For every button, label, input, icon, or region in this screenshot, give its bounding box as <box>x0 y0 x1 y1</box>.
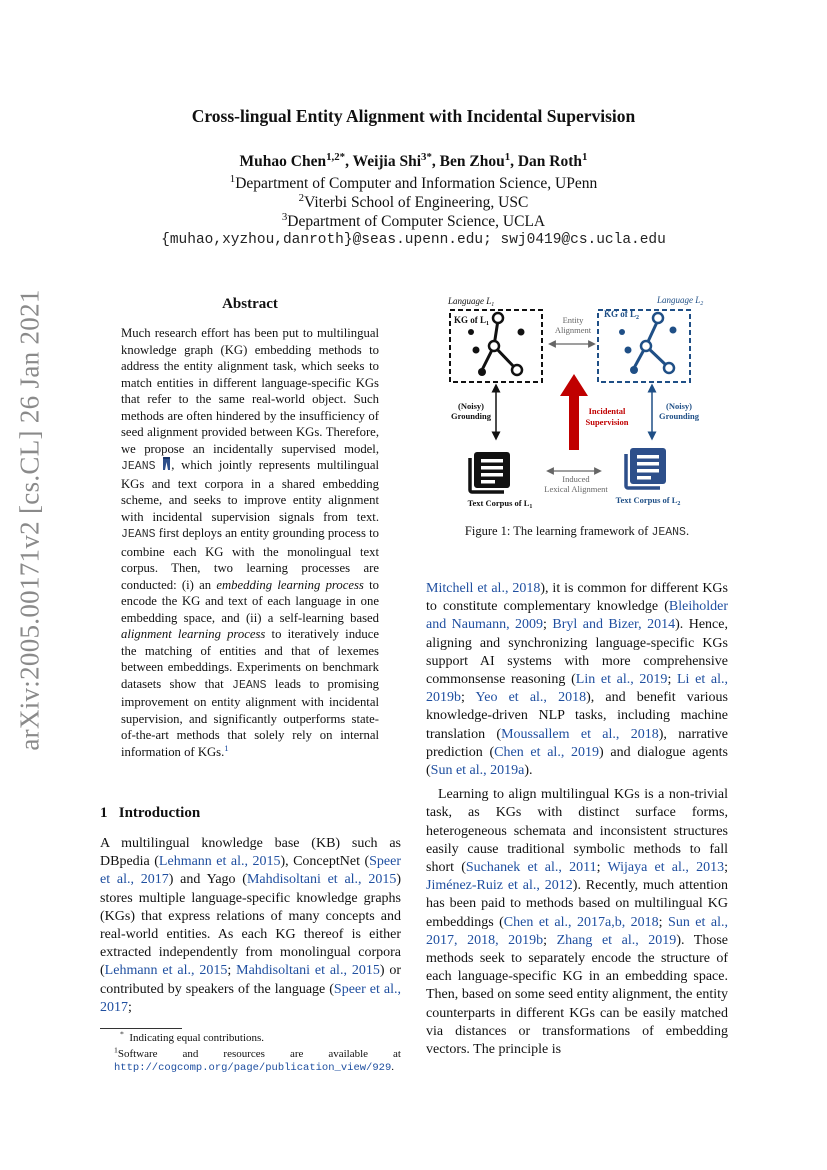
citation-link[interactable]: Chen et al., 2017a,b, 2018 <box>503 914 659 930</box>
affiliation-1: $^1$Department of Computer and Information Science, UPenn <box>229 172 598 192</box>
citation-link[interactable]: Mahdisoltani et al., 2015 <box>236 963 380 979</box>
author-emails: {muhao,xyzhou,danroth}@seas.upenn.edu; swj0419@cs.ucla.edu <box>161 232 666 248</box>
citation-link[interactable]: Chen et al., 2019 <box>494 744 600 760</box>
footnote-rule <box>100 1028 182 1029</box>
author-name: Dan Roth <box>517 153 583 170</box>
svg-text:KG of L1: KG of $L_1$ <box>454 315 490 327</box>
text-corpus-l1-label: Text Corpus of $L_1$ <box>467 498 533 510</box>
citation-link[interactable]: Mitchell et al., 2018 <box>426 581 541 596</box>
figure-1-caption: Figure 1: The learning framework of JEANS. <box>464 524 690 539</box>
footnotes <box>100 1029 401 1076</box>
incidental-supervision-label: Supervision <box>585 417 629 427</box>
citation-link[interactable]: Sun et al., 2019a <box>430 763 525 779</box>
citation-link[interactable]: Jiménez-Ruiz et al., 2012 <box>426 878 573 894</box>
paragraph: Learning to align multilingual KGs is a non-trivial task, as KGs with distinct surface forms, heterogeneous schemata and inconsistent structures easily cause traditional symbolic methods to fall short (Suchanek et al., 2011; Wijaya et al., 2013; Jiménez-Ruiz et al., 2012). Recently, much attention has been paid to methods based on multilingual KG embeddings (Chen et al., 2017a,b, 2018; Sun et al., 2017, 2018, 2019b; Zhang et al., 2019). Those methods seek to separately encode the structure of each language-specific KG in an embedding space. Then, based on some seed entity alignment, the entity counterparts in different KGs can be easily matched via distances or transformations of embedding vectors. The principle is <box>426 787 729 1058</box>
text-corpus-l2-icon <box>626 448 666 488</box>
author-name: Weijia Shi <box>352 153 422 170</box>
noisy-grounding-label: (Noisy) <box>458 401 484 411</box>
kg-l2-graph <box>598 309 690 382</box>
incidental-supervision-arrow <box>560 374 588 450</box>
software-url-link[interactable]: http://cogcomp.org/page/publication_view/929 <box>114 1062 392 1074</box>
citation-link[interactable]: Speer et al., 2017 <box>100 981 401 1015</box>
abstract-heading: Abstract <box>222 296 278 312</box>
citation-link[interactable]: Mahdisoltani et al., 2015 <box>246 872 397 888</box>
svg-text:KG of L2: KG of $L_2$ <box>604 309 640 321</box>
paragraph: Mitchell et al., 2018), it is common for different KGs to constitute complementary knowledge (Bleiholder and Naumann, 2009; Bryl and Bizer, 2014). Hence, aligning and synchronizing language-specific KGs support AI systems with more comprehensive commonsense reasoning (Lin et al., 2019; Li et al., 2019b; Yeo et al., 2018), and benefit various knowledge-driven NLP tasks, including machine translation (Moussallem et al., 2018), narrative prediction (Chen et al., 2019) and dialogue agents (Sun et al., 2019a). <box>426 581 729 779</box>
citation-link[interactable]: Moussallem et al., 2018 <box>501 726 659 742</box>
author-name: Muhao Chen <box>239 153 327 170</box>
citation-link[interactable]: Bleiholder and Naumann, 2009 <box>426 599 728 633</box>
lexical-alignment-label: Lexical Alignment <box>544 484 608 494</box>
citation-link[interactable]: Li et al., 2019b <box>426 672 728 706</box>
citation-link[interactable]: Lehmann et al., 2015 <box>158 854 281 870</box>
affiliation-2: $^2$Viterbi School of Engineering, USC <box>298 191 529 211</box>
citation-link[interactable]: Lehmann et al., 2015 <box>104 963 228 979</box>
noisy-grounding-label: Grounding <box>450 411 492 421</box>
arxiv-id: arXiv:2005.00171v2 [cs.CL] 26 Jan 2021 <box>14 289 45 751</box>
citation-link[interactable]: Zhang et al., 2019 <box>556 932 677 948</box>
citation-link[interactable]: Lin et al., 2019 <box>575 672 668 688</box>
citation-link[interactable]: Wijaya et al., 2013 <box>607 860 725 876</box>
entity-alignment-label: Alignment <box>554 325 592 335</box>
citation-link[interactable]: Suchanek et al., 2011 <box>465 860 597 876</box>
kg-l1-graph <box>450 310 542 382</box>
footnote-star: * Indicating equal contributions. <box>120 1029 265 1044</box>
intro-paragraph: A multilingual knowledge base (KB) such as DBpedia (Lehmann et al., 2015), ConceptNet (Speer et al., 2017) and Yago (Mahdisoltani et al., 2015) stores multiple language-specific knowledge graphs (KGs) that express relations of many concepts and real-world entities. As each KG thereof is either extracted independently from monolingual corpora (Lehmann et al., 2015; Mahdisoltani et al., 2015) or contributed by speakers of the language (Speer et al., 2017; <box>100 836 402 1015</box>
citation-link[interactable]: Speer et al., 2017 <box>100 854 402 888</box>
abstract-text: Much research effort has been put to multilingual knowledge graph (KG) embedding methods to address the entity alignment task, which seeks to match entities in different language-specific KGs that refer to the same real-world object. Such methods are often hindered by the insufficiency of seed alignment provided between KGs. Therefore, we propose an incidentally supervised model, JEANS , which jointly represents multilingual KGs and text corpora in a shared embedding scheme, and seeks to improve entity alignment with incidental supervision signals from text. JEANS first deploys an entity grounding process to combine each KG with the monolingual text corpus. Then, two learning processes are conducted: (i) an embedding learning process to encode the KG and text of each language in one embedding space, and (ii) a self-learning based alignment learning process to iteratively induce the matching of entities and that of lexemes between embeddings. Experiments on benchmark datasets show that JEANS leads to promising improvement on entity alignment with incidental supervision, and significantly outperforms state-of-the-art methods that solely rely on internal information of KGs.$^1$ <box>121 326 380 759</box>
section-heading: 1 Introduction <box>100 805 201 821</box>
figure-1-diagram <box>426 292 728 516</box>
right-column-text <box>426 580 728 1059</box>
citation-link[interactable]: Sun et al., 2017, 2018, 2019b <box>426 914 728 948</box>
language-l2-label: Language $L_2$ <box>657 295 704 307</box>
author-list: Muhao Chen$^{1,2*}$, Weijia Shi$^{3*}$, Ben Zhou$^1$, Dan Roth$^1$ <box>239 150 588 170</box>
paper-title: Cross-lingual Entity Alignment with Incidental Supervision <box>191 106 636 126</box>
citation-link[interactable]: Bryl and Bizer, 2014 <box>552 617 676 633</box>
incidental-supervision-label: Incidental <box>588 406 626 416</box>
affiliation-3: $^3$Department of Computer Science, UCLA <box>281 210 546 230</box>
citation-link[interactable]: Yeo et al., 2018 <box>475 690 587 706</box>
text-corpus-l1-icon <box>470 452 510 492</box>
jeans-icon <box>162 457 171 470</box>
footnote-1: $^1$Software and resources are available at http://cogcomp.org/page/publication_view/929. <box>114 1044 401 1074</box>
author-name: Ben Zhou <box>439 153 505 170</box>
text-corpus-l2-label: Text Corpus of $L_2$ <box>615 495 681 507</box>
language-l1-label: Language $L_1$ <box>448 296 495 308</box>
lexical-alignment-label: Induced <box>562 474 590 484</box>
noisy-grounding-label: Grounding <box>658 411 700 421</box>
noisy-grounding-label: (Noisy) <box>666 401 692 411</box>
footnote-ref[interactable]: 1 <box>224 742 229 753</box>
entity-alignment-label: Entity <box>562 315 584 325</box>
